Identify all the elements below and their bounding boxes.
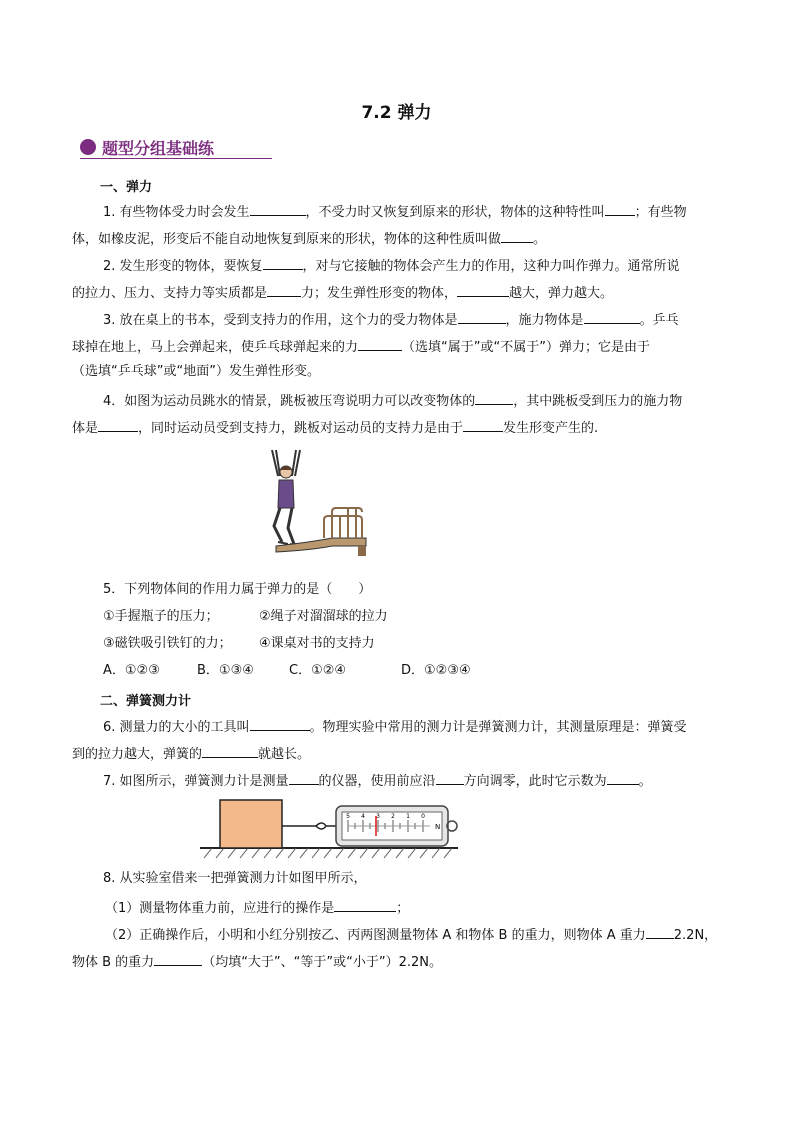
answer-blank[interactable]	[646, 925, 674, 939]
answer-blank[interactable]	[267, 283, 301, 297]
answer-blank[interactable]	[607, 771, 639, 785]
spring-scale-figure	[198, 796, 462, 860]
option-c[interactable]: C．①②④	[289, 663, 347, 678]
question-2-line-2: 的拉力、压力、支持力等实质都是 力；发生弹性形变的物体， 越大，弹力越大。	[72, 283, 613, 302]
question-3-line-3: （选填“乒乓球”或“地面”）发生弹性形变。	[72, 364, 320, 379]
question-1-line-1: 1. 有些物体受力时会发生 ，不受力时又恢复到原来的形状，物体的这种特性叫 ；有些物	[103, 202, 687, 221]
answer-blank[interactable]	[501, 229, 533, 243]
section-heading-spring-scale: 二、弹簧测力计	[100, 694, 192, 709]
section-heading-elastic-force: 一、弹力	[100, 180, 153, 195]
answer-blank[interactable]	[457, 283, 509, 297]
option-a[interactable]: A．①②③	[103, 663, 160, 678]
question-5-options	[103, 663, 471, 679]
answer-blank[interactable]	[584, 310, 640, 324]
scale-number: 0	[421, 813, 425, 820]
scale-number: 2	[391, 813, 395, 820]
question-6-line-1: 6. 测量力的大小的工具叫 。物理实验中常用的测力计是弹簧测力计，其测量原理是：弹簧受	[103, 717, 687, 736]
question-5-stem: 5．下列物体间的作用力属于弹力的是（ ）	[103, 582, 372, 597]
answer-blank[interactable]	[154, 952, 202, 966]
answer-blank[interactable]	[358, 337, 402, 351]
question-4-line-2: 体是 ，同时运动员受到支持力，跳板对运动员的支持力是由于 发生形变产生的.	[72, 418, 598, 437]
answer-blank[interactable]	[605, 202, 635, 216]
page-title: 7.2 弹力	[361, 103, 432, 123]
question-2-line-1: 2. 发生形变的物体，要恢复 ，对与它接触的物体会产生力的作用，这种力叫作弹力。通常所说	[103, 256, 680, 275]
scale-unit-label: N	[435, 823, 441, 831]
banner-title: 题型分组基础练	[102, 139, 215, 158]
scale-number: 5	[346, 813, 350, 820]
question-8-part-2-line-2: 物体 B 的重力 （均填“大于”、“等于”或“小于”）2.2N。	[72, 952, 442, 971]
answer-blank[interactable]	[202, 744, 258, 758]
answer-blank[interactable]	[334, 898, 396, 912]
answer-blank[interactable]	[263, 256, 303, 270]
answer-blank[interactable]	[250, 202, 306, 216]
bullet-icon	[80, 139, 96, 155]
answer-blank[interactable]	[250, 717, 310, 731]
scale-number: 3	[376, 813, 380, 820]
question-5-statements-row-2: ③磁铁吸引铁钉的力； ④课桌对书的支持力	[103, 636, 375, 651]
scale-number: 1	[406, 813, 410, 820]
question-7-line-1: 7. 如图所示，弹簧测力计是测量 的仪器，使用前应沿 方向调零，此时它示数为 。	[103, 771, 652, 790]
option-b[interactable]: B．①③④	[197, 663, 254, 678]
option-d[interactable]: D．①②③④	[401, 663, 471, 678]
question-3-line-1: 3. 放在桌上的书本，受到支持力的作用，这个力的受力物体是 ，施力物体是 。乒乓	[103, 310, 679, 329]
question-8-stem: 8. 从实验室借来一把弹簧测力计如图甲所示，	[103, 871, 367, 886]
answer-blank[interactable]	[458, 310, 506, 324]
diver-on-springboard-figure	[262, 446, 372, 558]
scale-number: 4	[361, 813, 365, 820]
question-4-line-1: 4．如图为运动员跳水的情景，跳板被压弯说明力可以改变物体的 ，其中跳板受到压力的施力物	[103, 391, 682, 410]
question-5-statements-row-1: ①手握瓶子的压力； ②绳子对溜溜球的拉力	[103, 609, 388, 624]
answer-blank[interactable]	[436, 771, 464, 785]
question-8-part-2-line-1: （2）正确操作后，小明和小红分别按乙、丙两图测量物体 A 和物体 B 的重力，则物体 A 重力 2.2N，	[105, 925, 717, 944]
question-8-part-1: （1）测量物体重力前，应进行的操作是 ；	[105, 898, 409, 917]
answer-blank[interactable]	[475, 391, 513, 405]
question-3-line-2: 球掉在地上，马上会弹起来，使乒乓球弹起来的力 （选填“属于”或“不属于”）弹力；它是由于	[72, 337, 650, 356]
answer-blank[interactable]	[289, 771, 319, 785]
question-1-line-2: 体，如橡皮泥，形变后不能自动地恢复到原来的形状，物体的这种性质叫做 。	[72, 229, 546, 248]
answer-blank[interactable]	[463, 418, 503, 432]
answer-blank[interactable]	[98, 418, 138, 432]
section-banner	[80, 136, 272, 159]
question-6-line-2: 到的拉力越大，弹簧的 就越长。	[72, 744, 310, 763]
